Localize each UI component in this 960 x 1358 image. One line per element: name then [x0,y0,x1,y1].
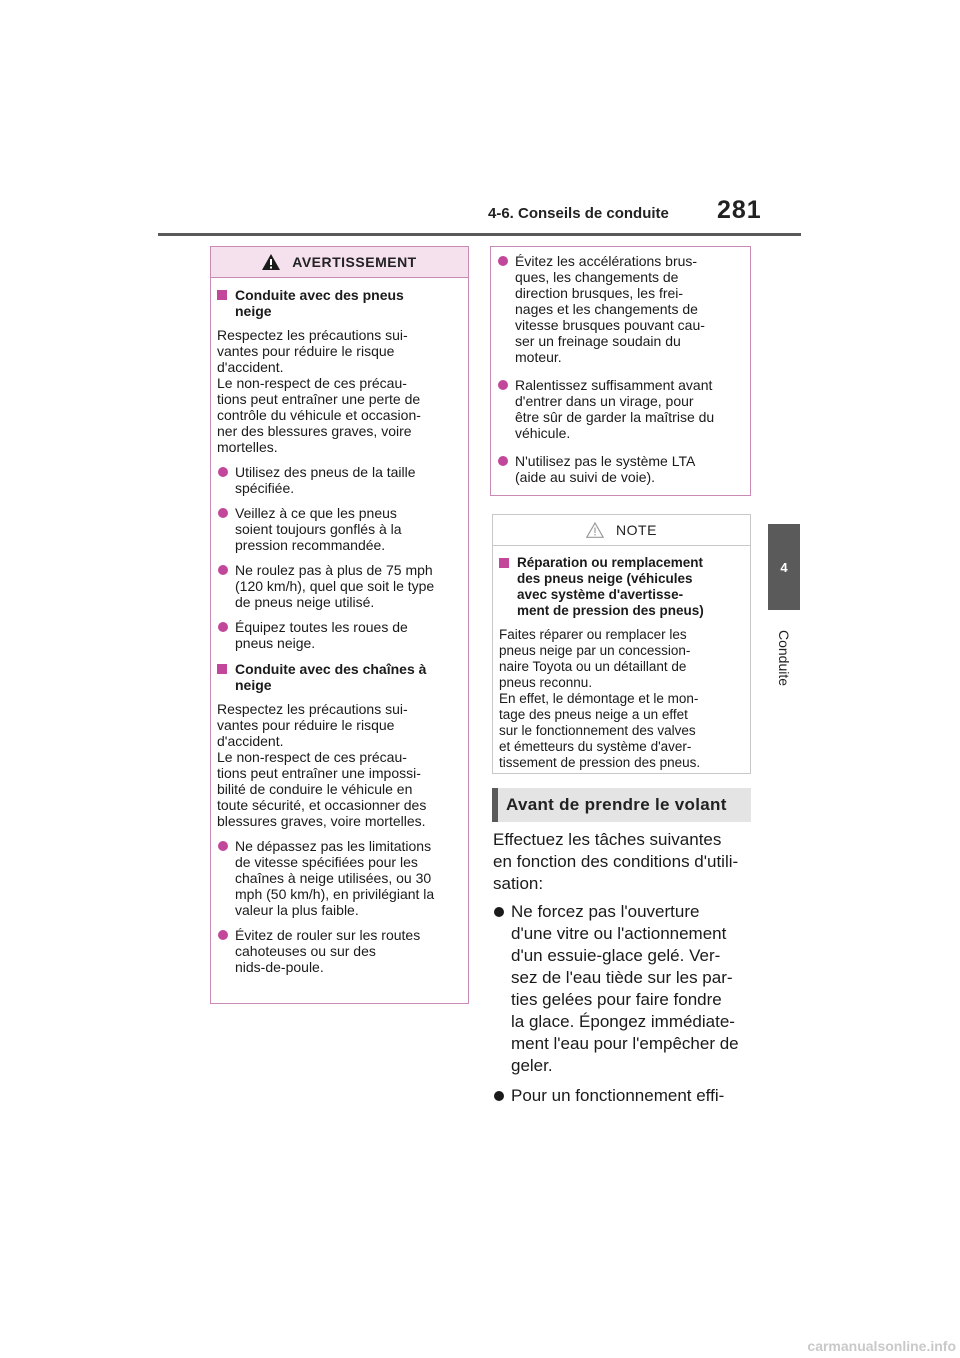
list-item [217,505,462,553]
list-item-text: Ne forcez pas l'ouverture d'une vitre ou l'actionnement d'un essuie-glace gelé. Ver- sez de l'eau tiède sur les par- ties gelées pour faire fondre la glace. Épongez immédiate- ment l'eau pour l'empêcher de geler. [511,902,739,1075]
subheading-text: Conduite avec des pneus neige [235,287,404,319]
circle-bullet-icon [218,467,228,477]
chapter-label [764,618,804,698]
circle-bullet-icon [494,907,504,917]
note-paragraph: Faites réparer ou remplacer les pneus neige par un concession- naire Toyota ou un détaillant de pneus reconnu. En effet, le démontage et le mon- tage des pneus neige a un effet sur le fonctionnement des valves et émetteurs du système d'aver- tissement de pression des pneus. [499,627,701,770]
list-item-text: N'utilisez pas le système LTA (aide au suivi de voie). [515,453,696,485]
list-item-text: Ralentissez suffisamment avant d'entrer dans un virage, pour être sûr de garder la maîtrise du véhicule. [515,377,715,441]
circle-bullet-icon [218,508,228,518]
warning-title: AVERTISSEMENT [292,254,417,270]
list-item [217,838,462,918]
circle-bullet-icon [498,256,508,266]
list-item [497,253,744,365]
warning-paragraph: Respectez les précautions sui- vantes pour réduire le risque d'accident. Le non-respect de ces précau- tions peut entraîner une impossi- bilité de conduire le véhicule en toute sécurité, et occasionner des blessures graves, voire mortelles. [217,701,427,829]
list-item [217,464,462,496]
list-item-text: Utilisez des pneus de la taille spécifiée. [235,464,416,496]
note-title: NOTE [616,522,657,538]
warning-continued-box [490,246,751,496]
list-item-text: Ne dépassez pas les limitations de vitesse spécifiées pour les chaînes à neige utilisées, ou 30 mph (50 km/h), en privilégiant la valeur la plus faible. [235,838,435,918]
list-item [497,453,744,485]
circle-bullet-icon [498,456,508,466]
list-item-text: Pour un fonctionnement effi- [511,1086,725,1105]
list-item-text: Veillez à ce que les pneus soient toujours gonflés à la pression recommandée. [235,505,402,553]
watermark: carmanualsonline.info [807,1338,956,1354]
list-item [493,901,755,1077]
circle-bullet-icon [498,380,508,390]
subheading-text: Réparation ou remplacement des pneus neige (véhicules avec système d'avertisse- ment de pression des pneus) [517,555,704,618]
list-item-text: Équipez toutes les roues de pneus neige. [235,619,408,651]
section-bullet-list [493,901,755,1115]
note-box [492,514,751,774]
section-intro: Effectuez les tâches suivantes en fonction des conditions d'utili- sation: [493,830,739,893]
square-bullet-icon [217,664,227,674]
chapter-label-text: Conduite [776,629,793,687]
circle-bullet-icon [218,841,228,851]
circle-bullet-icon [218,622,228,632]
square-bullet-icon [499,558,509,568]
header-divider [158,233,801,236]
list-item [217,619,462,651]
list-item [493,1085,755,1107]
note-header [493,515,750,546]
caution-triangle-outline-icon [586,522,604,538]
list-item-text: Évitez de rouler sur les routes cahoteuses ou sur des nids-de-poule. [235,927,421,975]
section-header-title: 4-6. Conseils de conduite [488,205,669,222]
warning-subheading [217,661,462,693]
list-item [497,377,744,441]
warning-paragraph: Respectez les précautions sui- vantes pour réduire le risque d'accident. Le non-respect de ces précau- tions peut entraîner une perte de contrôle du véhicule et occasion- ner des blessures graves, voire mortelles. [217,327,421,455]
section-heading: Avant de prendre le volant [492,788,751,822]
note-subheading [499,555,744,619]
list-item [217,562,462,610]
warning-subheading [217,287,462,319]
circle-bullet-icon [494,1091,504,1101]
list-item-text: Ne roulez pas à plus de 75 mph (120 km/h), quel que soit le type de pneus neige utilisé. [235,562,435,610]
warning-header [211,247,468,278]
subheading-text: Conduite avec des chaînes à neige [235,661,427,693]
chapter-tab: 4 [768,524,800,610]
list-item-text: Évitez les accélérations brus- ques, les changements de direction brusques, les frei- nages et les changements de vitesse brusques pouvant cau- ser un freinage soudain du moteur. [515,253,705,365]
page-number: 281 [717,196,762,224]
list-item [217,927,462,975]
circle-bullet-icon [218,565,228,575]
circle-bullet-icon [218,930,228,940]
square-bullet-icon [217,290,227,300]
warning-triangle-icon [262,254,280,270]
warning-box [210,246,469,1004]
